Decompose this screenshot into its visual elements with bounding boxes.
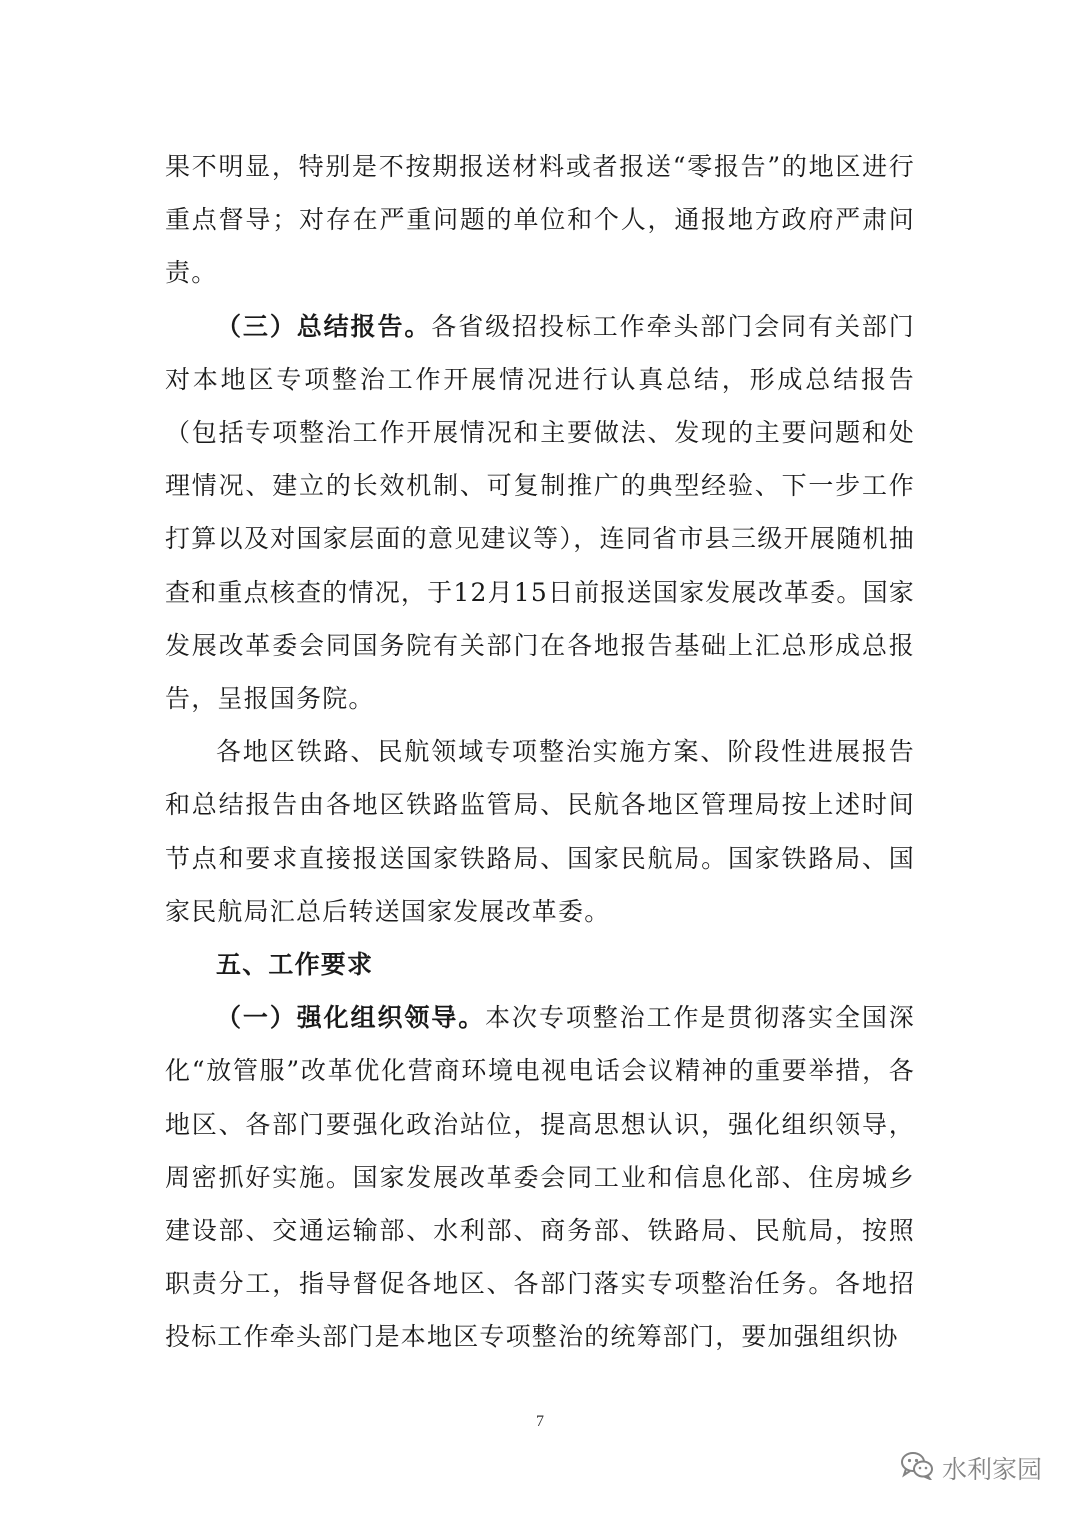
- watermark-text: 水利家园: [941, 1455, 1042, 1484]
- wechat-icon: [900, 1450, 934, 1486]
- paragraph-railway-aviation: 各地区铁路、民航领域专项整治实施方案、阶段性进展报告和总结报告由各地区铁路监管局、民航各地区管理局按上述时间节点和要求直接报送国家铁路局、国家民航局。国家铁路局、国家民航局汇总后转送国家发展改革委。: [165, 737, 915, 926]
- paragraph-lead-organization: （一）强化组织领导。: [216, 1003, 486, 1033]
- paragraph-summary-report: [165, 300, 915, 726]
- paragraph-body-organization: 本次专项整治工作是贯彻落实全国深化“放管服”改革优化营商环境电视电话会议精神的重要举措，各地区、各部门要强化政治站位，提高思想认识，强化组织领导，周密抓好实施。国家发展改革委会同工业和信息化部、住房城乡建设部、交通运输部、水利部、商务部、铁路局、民航局，按照职责分工，指导督促各地区、各部门落实专项整治任务。各地招投标工作牵头部门是本地区专项整治的统筹部门，要加强组织协: [165, 1003, 915, 1352]
- paragraph-organization: [165, 991, 915, 1363]
- paragraph-lead-summary: （三）总结报告。: [216, 311, 432, 341]
- paragraph-continuation: 果不明显，特别是不按期报送材料或者报送“零报告”的地区进行重点督导；对存在严重问题的单位和个人，通报地方政府严肃问责。: [165, 152, 915, 288]
- watermark: [900, 1450, 1042, 1486]
- document-page: [165, 140, 915, 1364]
- page-number: 7: [536, 1413, 544, 1430]
- section-heading-work-requirements: 五、工作要求: [216, 950, 374, 980]
- paragraph-body-summary: 各省级招投标工作牵头部门会同有关部门对本地区专项整治工作开展情况进行认真总结，形成总结报告（包括专项整治工作开展情况和主要做法、发现的主要问题和处理情况、建立的长效机制、可复制推广的典型经验、下一步工作打算以及对国家层面的意见建议等），连同省市县三级开展随机抽查和重点核查的情况，于12月15日前报送国家发展改革委。国家发展改革委会同国务院有关部门在各地报告基础上汇总形成总报告，呈报国务院。: [165, 311, 915, 714]
